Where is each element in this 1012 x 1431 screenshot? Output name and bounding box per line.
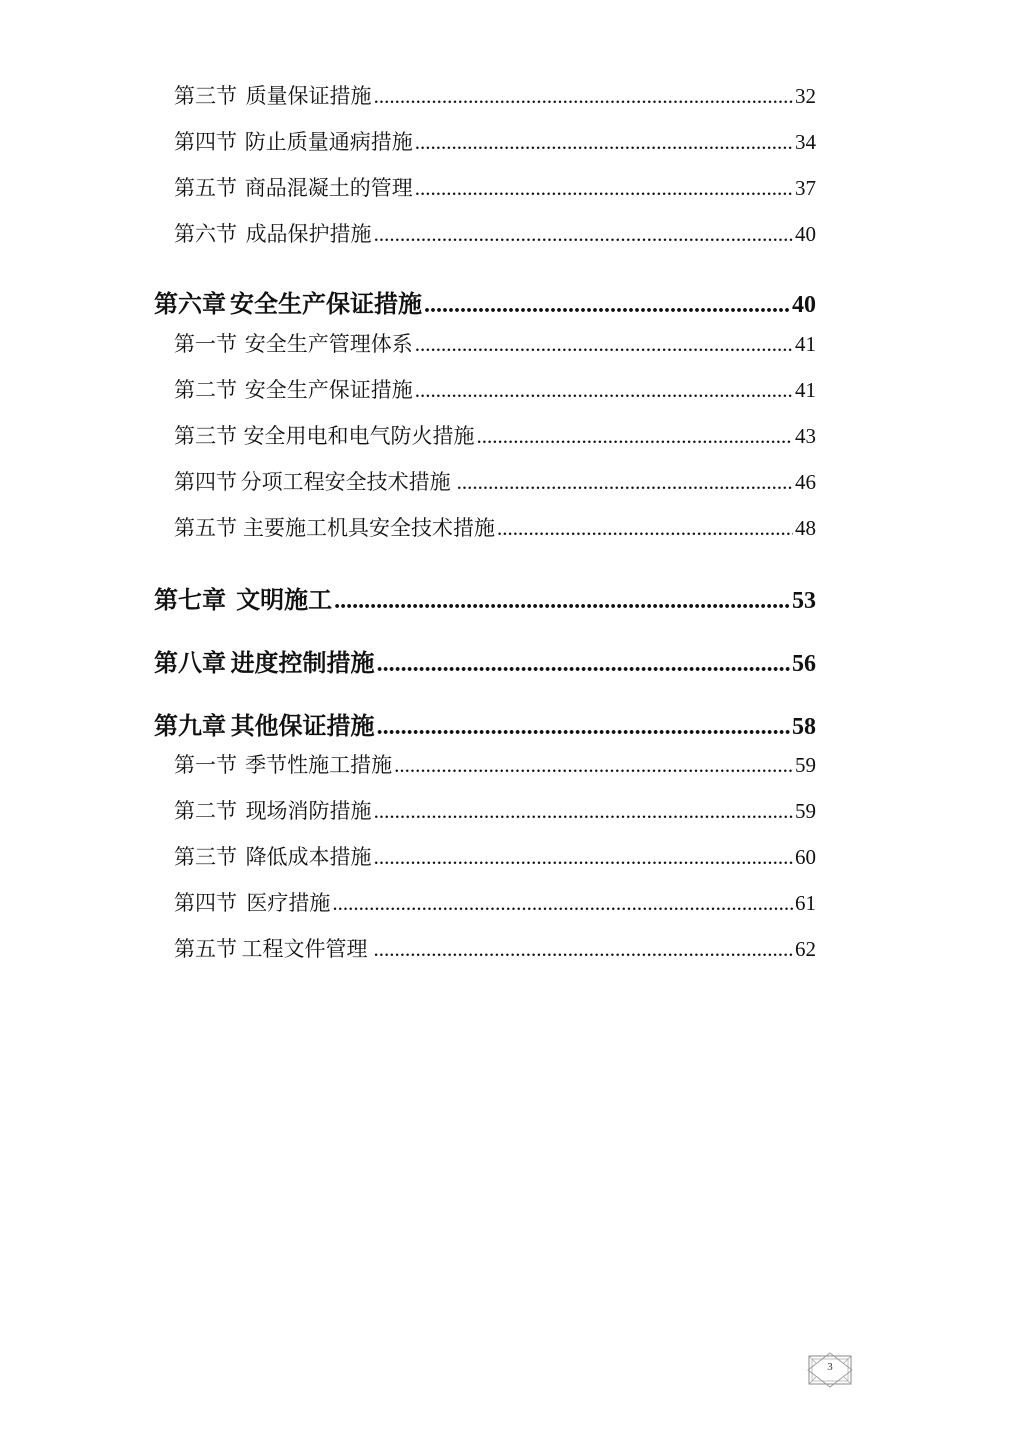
chapter-number: 第七章 [154,585,226,614]
entry-number: 第四节 [174,470,237,494]
dot-leader [424,292,790,319]
dot-leader [332,891,793,916]
dot-leader [374,845,793,870]
entry-number: 第五节 [174,937,237,961]
entry-number: 第六节 [174,222,237,246]
entry-number: 第四节 [174,130,237,154]
entry-page-number: 59 [795,753,816,777]
entry-number: 第五节 [174,176,237,200]
toc-entry-section[interactable] [154,218,816,248]
chapter-title: 安全生产保证措施 [230,289,423,318]
toc-entry-chapter[interactable] [154,643,816,678]
dot-leader [415,378,793,403]
toc-entry-section[interactable] [154,80,816,110]
entry-page-number: 41 [795,378,816,402]
entry-title: 主要施工机具安全技术措施 [243,516,496,540]
entry-number: 第五节 [174,516,237,540]
entry-title: 降低成本措施 [245,845,372,869]
toc-entry-chapter[interactable] [154,706,816,741]
dot-leader [374,84,793,109]
dot-leader [476,424,793,449]
chapter-number: 第九章 [154,711,226,740]
toc-entry-section[interactable] [154,328,816,358]
entry-title: 安全生产保证措施 [244,378,413,402]
dot-leader [497,516,793,541]
entry-title: 工程文件管理 [241,937,368,961]
entry-page-number: 61 [795,891,816,915]
toc-entry-section[interactable] [154,749,816,779]
entry-number: 第三节 [174,84,237,108]
toc-entry-section[interactable] [154,466,816,496]
entry-page-number: 46 [795,470,816,494]
entry-number: 第三节 [174,845,237,869]
dot-leader [415,130,793,155]
entry-page-number: 40 [795,222,816,246]
toc-entry-section[interactable] [154,420,816,450]
entry-title: 成品保护措施 [245,222,372,246]
toc-entry-section[interactable] [154,512,816,542]
dot-leader [373,937,793,962]
dot-leader [334,588,790,615]
dot-leader [377,714,790,741]
entry-number: 第三节 [174,424,237,448]
chapter-title: 文明施工 [236,585,333,614]
entry-number: 第二节 [174,378,237,402]
entry-page-number: 43 [795,424,816,448]
entry-page-number: 59 [795,799,816,823]
entry-number: 第二节 [174,799,237,823]
entry-page-number: 60 [795,845,816,869]
chapter-page-number: 53 [792,588,816,614]
toc-entry-section[interactable] [154,126,816,156]
dot-leader [457,470,793,495]
chapter-title: 进度控制措施 [230,648,375,677]
chapter-page-number: 58 [792,714,816,740]
toc-entry-chapter[interactable] [154,580,816,615]
entry-number: 第四节 [174,891,237,915]
dot-leader [415,332,793,357]
entry-page-number: 48 [795,516,816,540]
entry-page-number: 41 [795,332,816,356]
toc-entry-chapter[interactable] [154,284,816,319]
entry-title: 医疗措施 [246,891,331,915]
dot-leader [377,651,790,678]
entry-title: 商品混凝土的管理 [244,176,413,200]
entry-page-number: 32 [795,84,816,108]
toc-entry-section[interactable] [154,172,816,202]
entry-title: 安全用电和电气防火措施 [243,424,475,448]
dot-leader [374,799,793,824]
chapter-page-number: 40 [792,292,816,318]
entry-title: 现场消防措施 [245,799,372,823]
toc-entry-section[interactable] [154,933,816,963]
dot-leader [415,176,793,201]
dot-leader [374,222,793,247]
chapter-title: 其他保证措施 [230,711,375,740]
entry-title: 质量保证措施 [245,84,372,108]
toc-entry-section[interactable] [154,841,816,871]
entry-title: 防止质量通病措施 [244,130,413,154]
entry-title: 季节性施工措施 [245,753,393,777]
toc-entry-section[interactable] [154,795,816,825]
entry-title: 分项工程安全技术措施 [240,470,451,494]
chapter-page-number: 56 [792,651,816,677]
toc-entry-section[interactable] [154,374,816,404]
page-number-badge [806,1352,854,1388]
footer-page-number: 3 [827,1361,833,1373]
entry-number: 第一节 [174,753,237,777]
entry-title: 安全生产管理体系 [244,332,413,356]
chapter-number: 第六章 [154,289,226,318]
chapter-number: 第八章 [154,648,226,677]
dot-leader [394,753,793,778]
entry-page-number: 37 [795,176,816,200]
entry-page-number: 34 [795,130,816,154]
toc-entry-section[interactable] [154,887,816,917]
entry-number: 第一节 [174,332,237,356]
entry-page-number: 62 [795,937,816,961]
